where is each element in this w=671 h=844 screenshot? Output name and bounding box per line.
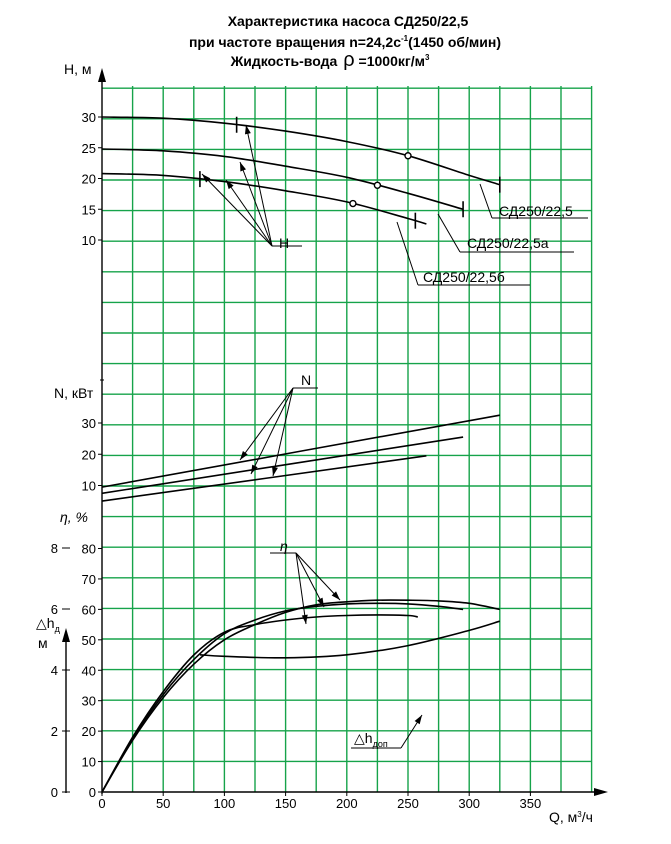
x-tick-label: 300: [458, 796, 481, 811]
n-leader-3-head: [272, 467, 278, 476]
axes-group: [62, 68, 608, 796]
eta-leader-3-head: [302, 615, 308, 624]
pump-a0-leader: [480, 184, 492, 218]
eta-tick-label: 10: [81, 754, 96, 770]
dh-tick-label: 6: [50, 602, 58, 617]
title-line3-sup: 3: [424, 53, 430, 62]
callout-dh-sub: доп: [372, 739, 388, 749]
eta-tick-label: 20: [81, 724, 96, 740]
x-tick-label: 250: [397, 796, 419, 811]
eta-axis-label: η, %: [60, 509, 88, 525]
x-tick-label: 150: [274, 796, 297, 811]
eta-curve-1: [102, 603, 463, 792]
h-axis-label: H, м: [64, 61, 92, 77]
dh-tick-label: 2: [50, 724, 58, 739]
callout-n: N: [301, 372, 312, 388]
chart-title-line3: [230, 49, 430, 71]
dh-axis-label: [36, 615, 61, 634]
n-leader-2: [251, 388, 293, 474]
chart-title-line2: [189, 34, 501, 50]
n-curve-1: [102, 437, 463, 493]
x-axis-tail: /ч: [581, 809, 593, 825]
eta-leader-1: [296, 553, 340, 600]
chart-title-line1: Характеристика насоса СД250/22,5: [227, 13, 469, 29]
dh-axis-main: △h: [36, 615, 55, 631]
title-line2-main: при частоте вращения n=24,2с: [188, 34, 402, 50]
pump-a1-leader: [438, 214, 460, 252]
x-axis-arrow: [594, 788, 608, 796]
h-tick-label: 30: [81, 110, 96, 125]
eta-tick-label: 60: [81, 602, 96, 618]
x-tick-label: 100: [213, 796, 236, 811]
callout-dh-main: △h: [354, 730, 373, 746]
title-line2-tail: (1450 об/мин): [408, 34, 502, 50]
callout-pump-a2: СД250/22,5б: [423, 269, 505, 285]
n-tick-label: 30: [81, 416, 96, 431]
n-tick-label: 10: [81, 478, 96, 494]
h-optimum-circle: [405, 153, 411, 159]
h-leader-2: [240, 162, 272, 246]
eta-tick-label: 70: [81, 571, 96, 587]
h-optimum-circle: [350, 201, 356, 207]
h-leader-2-head: [240, 162, 246, 171]
callout-pump-a1: СД250/22,5а: [467, 235, 549, 251]
callout-pump-a0: СД250/22,5: [499, 203, 573, 219]
n-axis-label: N, кВт: [54, 385, 94, 401]
dh-axis-unit: м: [38, 635, 48, 651]
eta-tick-label: 80: [81, 541, 96, 557]
h-leader-3-head: [226, 180, 234, 189]
x-tick-label: 350: [519, 796, 542, 811]
eta-tick-label: 50: [81, 632, 96, 648]
n-tick-label: 20: [81, 447, 96, 463]
n-curve-0: [102, 415, 500, 487]
h-optimum-circle: [374, 182, 380, 188]
callout-dh: [354, 730, 388, 749]
x-tick-label: 200: [335, 796, 358, 811]
eta-tick-label: 30: [81, 693, 96, 709]
title-line3-tail: =1000кг/м: [354, 53, 425, 69]
title-line2-sup: -1: [401, 34, 409, 43]
h-tick-label: 20: [81, 171, 96, 187]
h-tick-label: 25: [81, 140, 96, 156]
eta-curve-2: [102, 615, 418, 792]
callout-h: H: [279, 235, 290, 251]
h-tick-label: 15: [81, 202, 96, 218]
grid-lines: [102, 86, 592, 792]
x-axis-main: Q, м: [549, 809, 578, 825]
eta-tick-label: 0: [88, 785, 96, 800]
title-line3-main: Жидкость-вода: [230, 53, 338, 69]
x-axis-label: [549, 809, 593, 825]
curve-markers: [200, 117, 500, 229]
dh-axis-sub: д: [54, 624, 60, 634]
dh-leader-head: [415, 715, 422, 724]
dh-tick-label: 0: [50, 785, 58, 800]
dh-tick-label: 8: [50, 541, 58, 556]
tick-labels: [51, 110, 541, 811]
y-axis-arrow: [98, 68, 106, 82]
callout-eta: η: [280, 538, 288, 554]
title-line3-rho: ρ: [343, 49, 355, 71]
x-axis-sup: 3: [577, 810, 582, 819]
dh-axis-arrow: [62, 628, 70, 642]
x-tick-label: 50: [155, 796, 171, 811]
x-tick-label: 0: [98, 796, 106, 811]
dh-tick-label: 4: [50, 663, 58, 678]
eta-tick-label: 40: [81, 663, 96, 679]
h-tick-label: 10: [81, 233, 96, 248]
